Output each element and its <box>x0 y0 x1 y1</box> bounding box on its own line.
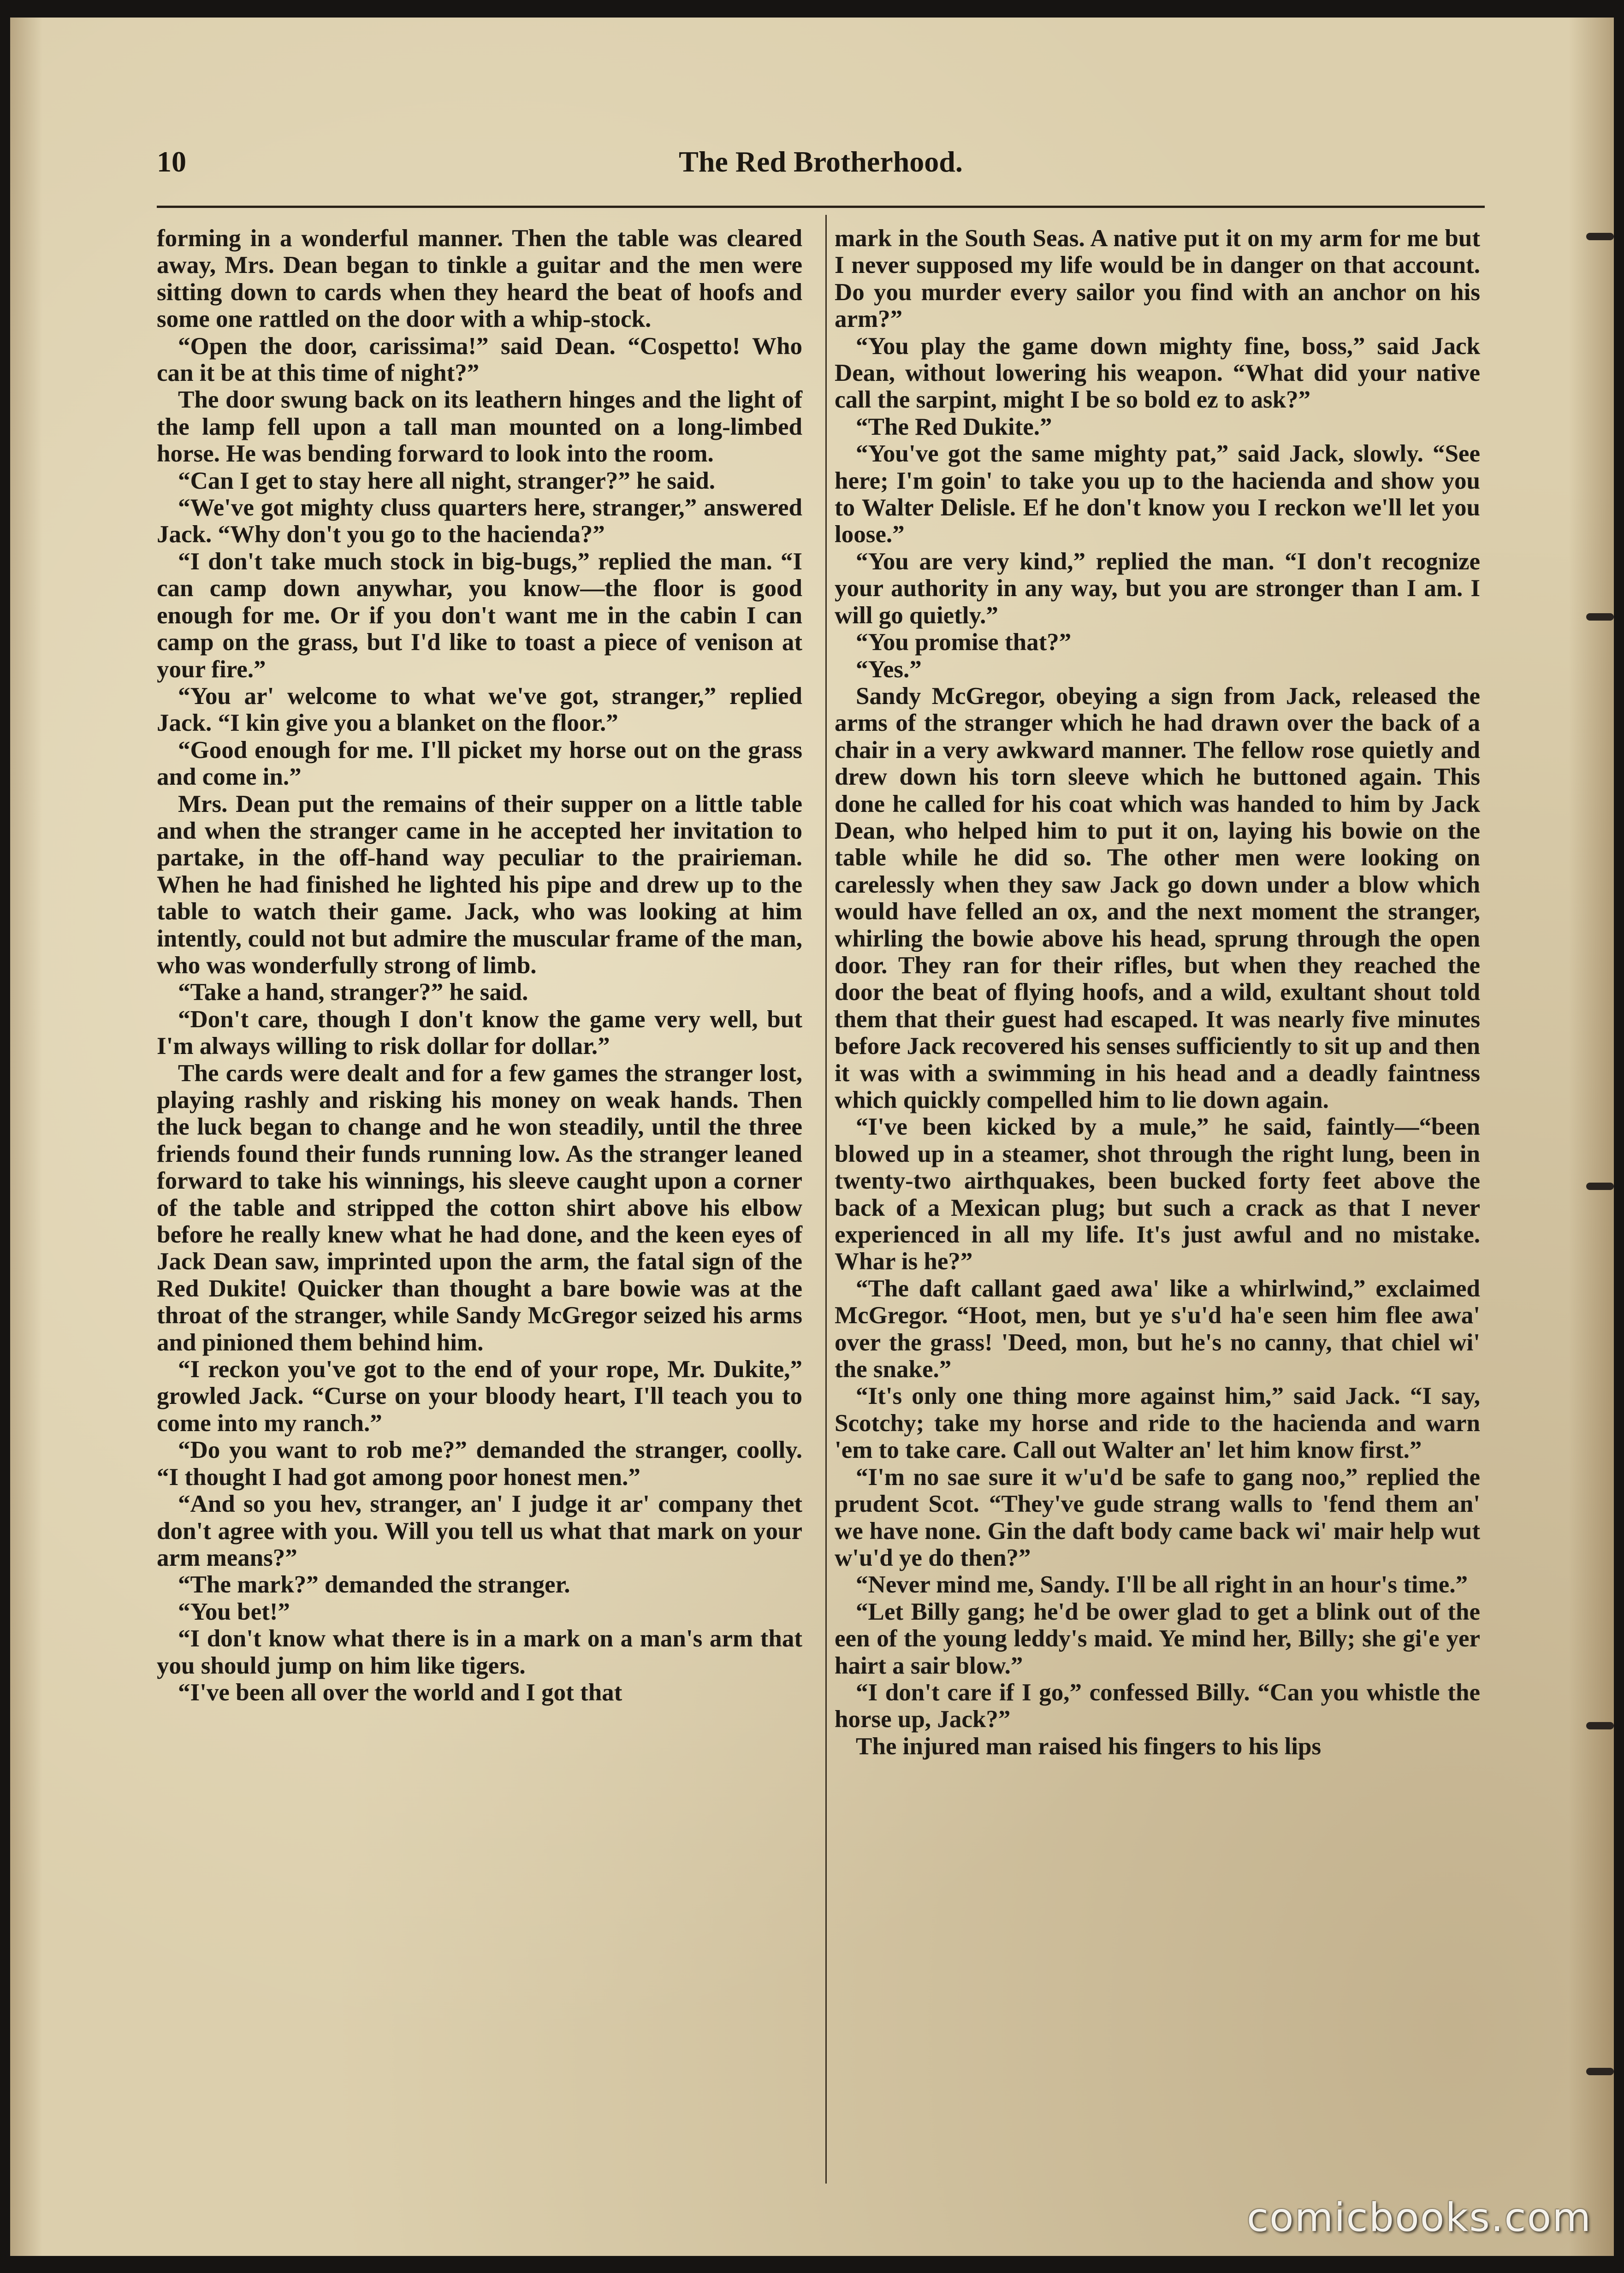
paragraph: “Open the door, carissima!” said Dean. “Cospetto! Who can it be at this time of night?” <box>157 332 802 387</box>
paragraph: “Can I get to stay here all night, stranger?” he said. <box>178 467 715 494</box>
left-column <box>157 225 802 1706</box>
paragraph: “Good enough for me. I'll picket my horse out on the grass and come in.” <box>157 736 802 791</box>
paragraph: Sandy McGregor, obeying a sign from Jack, released the arms of the stranger which he had drawn over the back of a chair in a very awkward manner. The fellow rose quietly and drew down his torn sleeve which he buttoned again. This done he called for his coat which was handed to him by Jack Dean, who helped him to put it on, laying his bowie on the table while he did so. The other men were looking on carelessly when they saw Jack go down under a blow which would have felled an ox, and the next moment the stranger, whirling the bowie above his head, sprung through the open door. They ran for their rifles, but when they reached the door the beat of flying hoofs, and a wild, exultant shout told them that their guest had escaped. It was nearly five minutes before Jack recovered his senses sufficiently to sit up and then it was with a swimming in his head and a deadly faintness which quickly compelled him to lie down again. <box>835 682 1480 1113</box>
binding-staple-mark <box>1586 1183 1614 1190</box>
paragraph: “Do you want to rob me?” demanded the stranger, coolly. “I thought I had got among poor honest men.” <box>157 1437 802 1491</box>
paragraph: The cards were dealt and for a few games the stranger lost, playing rashly and risking his money on weak hands. Then the luck began to change and he won steadily, until the three friends found their funds running low. As the stranger leaned forward to take his winnings, his sleeve caught upon a corner of the table and stripped the cotton shirt above his elbow before he really knew what he had done, and the keen eyes of Jack Dean saw, imprinted upon the arm, the fatal sign of the Red Dukite! Quicker than thought a bare bowie was at the throat of the stranger, while Sandy McGregor seized his arms and pinioned them behind him. <box>157 1060 802 1356</box>
paragraph: “You are very kind,” replied the man. “I don't recognize your authority in any way, but you are stronger than I am. I will go quietly.” <box>835 548 1480 629</box>
paragraph: “I've been kicked by a mule,” he said, faintly—“been blowed up in a steamer, shot through the right lung, been in twenty-two airthquakes, been bucked forty feet above the back of a Mexican plug; but such a crack as that I never experienced in all my life. It's just awful and no mistake. Whar is he?” <box>835 1113 1480 1275</box>
paragraph: “Never mind me, Sandy. I'll be all right in an hour's time.” <box>856 1571 1468 1598</box>
paragraph: “It's only one thing more against him,” said Jack. “I say, Scotchy; take my horse and ride to the hacienda and warn 'em to take care. Call out Walter an' let him know first.” <box>835 1383 1480 1464</box>
paragraph: “I'm no sae sure it w'u'd be safe to gang noo,” replied the prudent Scot. “They've gude strang walls to 'fend them an' we have none. Gin the daft body came back wi' mair help wut w'u'd ye do then?” <box>835 1463 1480 1571</box>
paragraph: “You ar' welcome to what we've got, stranger,” replied Jack. “I kin give you a blanket on the floor.” <box>157 682 802 737</box>
right-column <box>835 225 1480 1760</box>
page-number: 10 <box>157 145 186 178</box>
magazine-page <box>10 18 1614 2256</box>
column-divider <box>825 215 827 2184</box>
paragraph: “I've been all over the world and I got that <box>178 1679 622 1706</box>
paragraph: “You bet!” <box>178 1598 290 1625</box>
header-rule <box>157 206 1485 208</box>
paragraph: Mrs. Dean put the remains of their supper on a little table and when the stranger came in he accepted her invitation to partake, in the off-hand way peculiar to the prairieman. When he had finished he lighted his pipe and drew up to the table to watch their game. Jack, who was looking at him intently, could not but admire the muscular frame of the man, who was wonderfully strong of limb. <box>157 790 802 979</box>
paragraph: “I reckon you've got to the end of your rope, Mr. Dukite,” growled Jack. “Curse on your bloody heart, I'll teach you to come into my ranch.” <box>157 1356 802 1437</box>
paragraph: “We've got mighty cluss quarters here, stranger,” answered Jack. “Why don't you go to the hacienda?” <box>157 494 802 548</box>
running-title: The Red Brotherhood. <box>679 145 963 178</box>
paragraph: The door swung back on its leathern hinges and the light of the lamp fell upon a tall man mounted on a long-limbed horse. He was bending forward to look into the room. <box>157 386 802 468</box>
page-header <box>157 145 1485 182</box>
paragraph: “Yes.” <box>856 656 922 683</box>
paragraph: “Take a hand, stranger?” he said. <box>178 979 528 1006</box>
paragraph: “The daft callant gaed awa' like a whirlwind,” exclaimed McGregor. “Hoot, men, but ye s'u'd ha'e seen him flee awa' over the grass! 'Deed, mon, but he's no canny, that chiel wi' the snake.” <box>835 1275 1480 1383</box>
paragraph: “I don't know what there is in a mark on a man's arm that you should jump on him like tigers. <box>157 1625 802 1679</box>
paragraph: The injured man raised his fingers to his lips <box>856 1733 1322 1760</box>
binding-staple-mark <box>1586 2068 1614 2075</box>
paragraph: “I don't care if I go,” confessed Billy. “Can you whistle the horse up, Jack?” <box>835 1679 1480 1733</box>
paragraph: “The Red Dukite.” <box>856 413 1052 440</box>
paragraph: “You've got the same mighty pat,” said Jack, slowly. “See here; I'm goin' to take you up to the hacienda and show you to Walter Delisle. Ef he don't know you I reckon we'll let you loose.” <box>835 440 1480 548</box>
paragraph: “I don't take much stock in big-bugs,” replied the man. “I can camp down anywhar, you know—the floor is good enough for me. Or if you don't want me in the cabin I can camp on the grass, but I'd like to toast a piece of venison at your fire.” <box>157 548 802 683</box>
paragraph: forming in a wonderful manner. Then the table was cleared away, Mrs. Dean began to tinkle a guitar and the men were sitting down to cards when they heard the beat of hoofs and some one rattled on the door with a whip-stock. <box>157 225 802 333</box>
paragraph: “You promise that?” <box>856 629 1072 656</box>
paragraph: “Don't care, though I don't know the game very well, but I'm always willing to risk dollar for dollar.” <box>157 1006 802 1060</box>
watermark: comicbooks.com <box>1246 2195 1592 2241</box>
binding-staple-mark <box>1586 1722 1614 1729</box>
binding-staple-mark <box>1586 233 1614 240</box>
paragraph: “And so you hev, stranger, an' I judge it ar' company thet don't agree with you. Will you tell us what that mark on your arm means?” <box>157 1491 802 1571</box>
paragraph: “Let Billy gang; he'd be ower glad to get a blink out of the een of the young leddy's maid. Ye mind her, Billy; she gi'e yer hairt a sair blow.” <box>835 1598 1480 1679</box>
binding-staple-mark <box>1586 613 1614 621</box>
paragraph: “You play the game down mighty fine, boss,” said Jack Dean, without lowering his weapon. “What did your native call the sarpint, might I be so bold ez to ask?” <box>835 332 1480 414</box>
paragraph: “The mark?” demanded the stranger. <box>178 1571 570 1598</box>
paragraph: mark in the South Seas. A native put it on my arm for me but I never supposed my life would be in danger on that account. Do you murder every sailor you find with an anchor on his arm?” <box>835 225 1480 333</box>
